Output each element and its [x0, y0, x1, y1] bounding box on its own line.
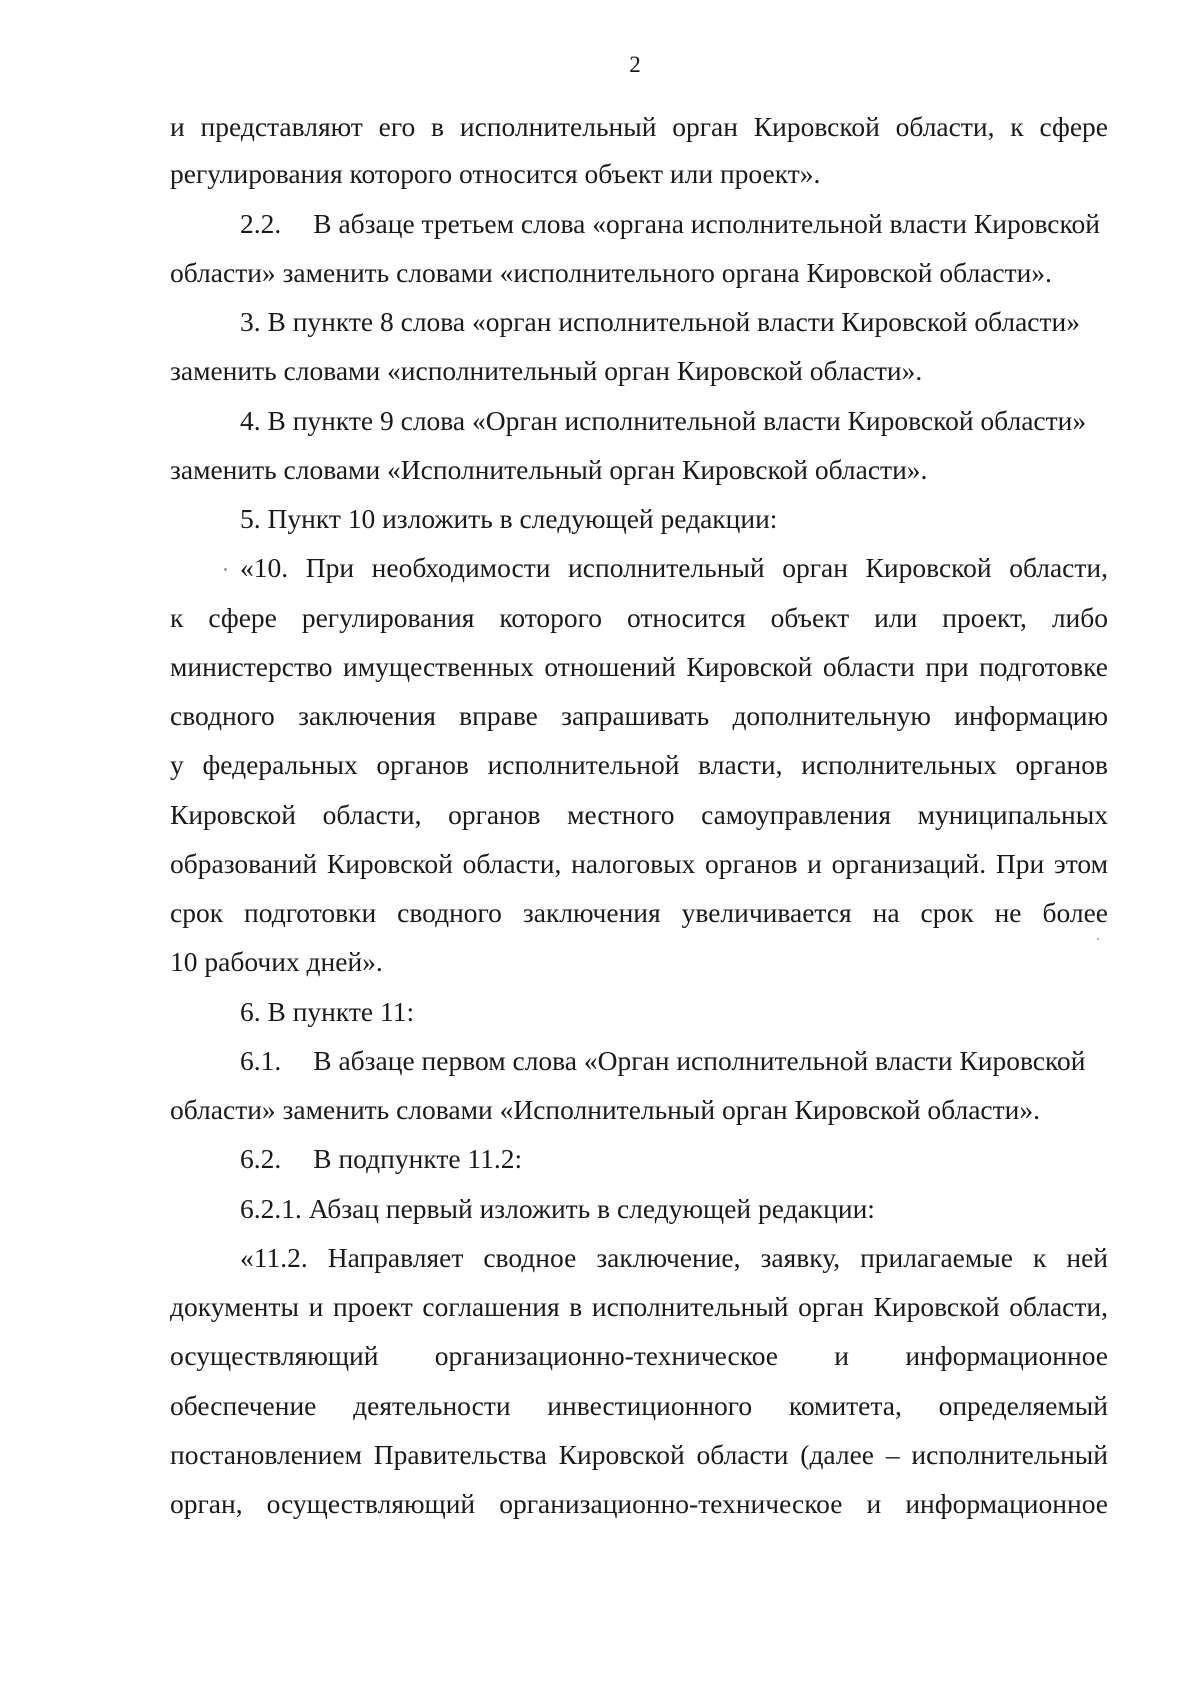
- text-line: области» заменить словами «исполнительного органа Кировской области».: [170, 257, 1052, 288]
- text-line: «11.2. Направляет сводное заключение, заявку, прилагаемые к ней: [240, 1242, 1108, 1273]
- text-line: 6.2.1. Абзац первый изложить в следующей редакции:: [240, 1193, 875, 1224]
- text-line: Кировской области, органов местного самоуправления муниципальных: [170, 799, 1108, 830]
- text-line: орган, осуществляющий организационно-техническое и информационное: [170, 1488, 1108, 1519]
- item-text: В абзаце третьем слова «органа исполнительной власти Кировской: [313, 208, 1100, 239]
- text-line: [240, 207, 1108, 240]
- item-number: 6.2.: [240, 1143, 282, 1174]
- text-line: «10. При необходимости исполнительный орган Кировской области,: [240, 552, 1108, 583]
- text-line: осуществляющий организационно-техническое и информационное: [170, 1340, 1108, 1371]
- scan-dot: [1097, 938, 1099, 940]
- text-line: министерство имущественных отношений Кировской области при подготовке: [170, 651, 1108, 682]
- text-line: и представляют его в исполнительный орган Кировской области, к сфере: [170, 111, 1108, 142]
- text-line: срок подготовки сводного заключения увеличивается на срок не более: [170, 897, 1108, 928]
- page-number: 2: [629, 52, 641, 77]
- text-line: заменить словами «исполнительный орган Кировской области».: [170, 355, 923, 386]
- text-line: [240, 1044, 1108, 1077]
- text-line: 3. В пункте 8 слова «орган исполнительной власти Кировской области»: [240, 306, 1080, 337]
- text-line: к сфере регулирования которого относится объект или проект, либо: [170, 602, 1108, 633]
- text-line: [240, 1142, 1108, 1175]
- text-line: регулирования которого относится объект или проект».: [170, 158, 821, 189]
- item-text: В абзаце первом слова «Орган исполнительной власти Кировской: [313, 1045, 1086, 1076]
- text-line: заменить словами «Исполнительный орган Кировской области».: [170, 454, 928, 485]
- text-line: 4. В пункте 9 слова «Орган исполнительной власти Кировской области»: [240, 405, 1087, 436]
- text-line: постановлением Правительства Кировской области (далее – исполнительный: [170, 1439, 1108, 1470]
- item-number: 6.1.: [240, 1045, 282, 1076]
- text-line: 10 рабочих дней».: [170, 946, 383, 977]
- text-line: документы и проект соглашения в исполнительный орган Кировской области,: [170, 1291, 1108, 1322]
- text-line: 6. В пункте 11:: [240, 996, 415, 1027]
- text-line: 5. Пункт 10 изложить в следующей редакции:: [240, 503, 778, 534]
- item-number: 2.2.: [240, 208, 282, 239]
- text-line: образований Кировской области, налоговых органов и организаций. При этом: [170, 848, 1108, 879]
- item-text: В подпункте 11.2:: [313, 1143, 523, 1174]
- text-line: обеспечение деятельности инвестиционного комитета, определяемый: [170, 1390, 1108, 1421]
- scan-dot: [224, 568, 227, 571]
- text-line: области» заменить словами «Исполнительный орган Кировской области».: [170, 1094, 1040, 1125]
- text-line: сводного заключения вправе запрашивать дополнительную информацию: [170, 700, 1108, 731]
- text-line: у федеральных органов исполнительной власти, исполнительных органов: [170, 749, 1108, 780]
